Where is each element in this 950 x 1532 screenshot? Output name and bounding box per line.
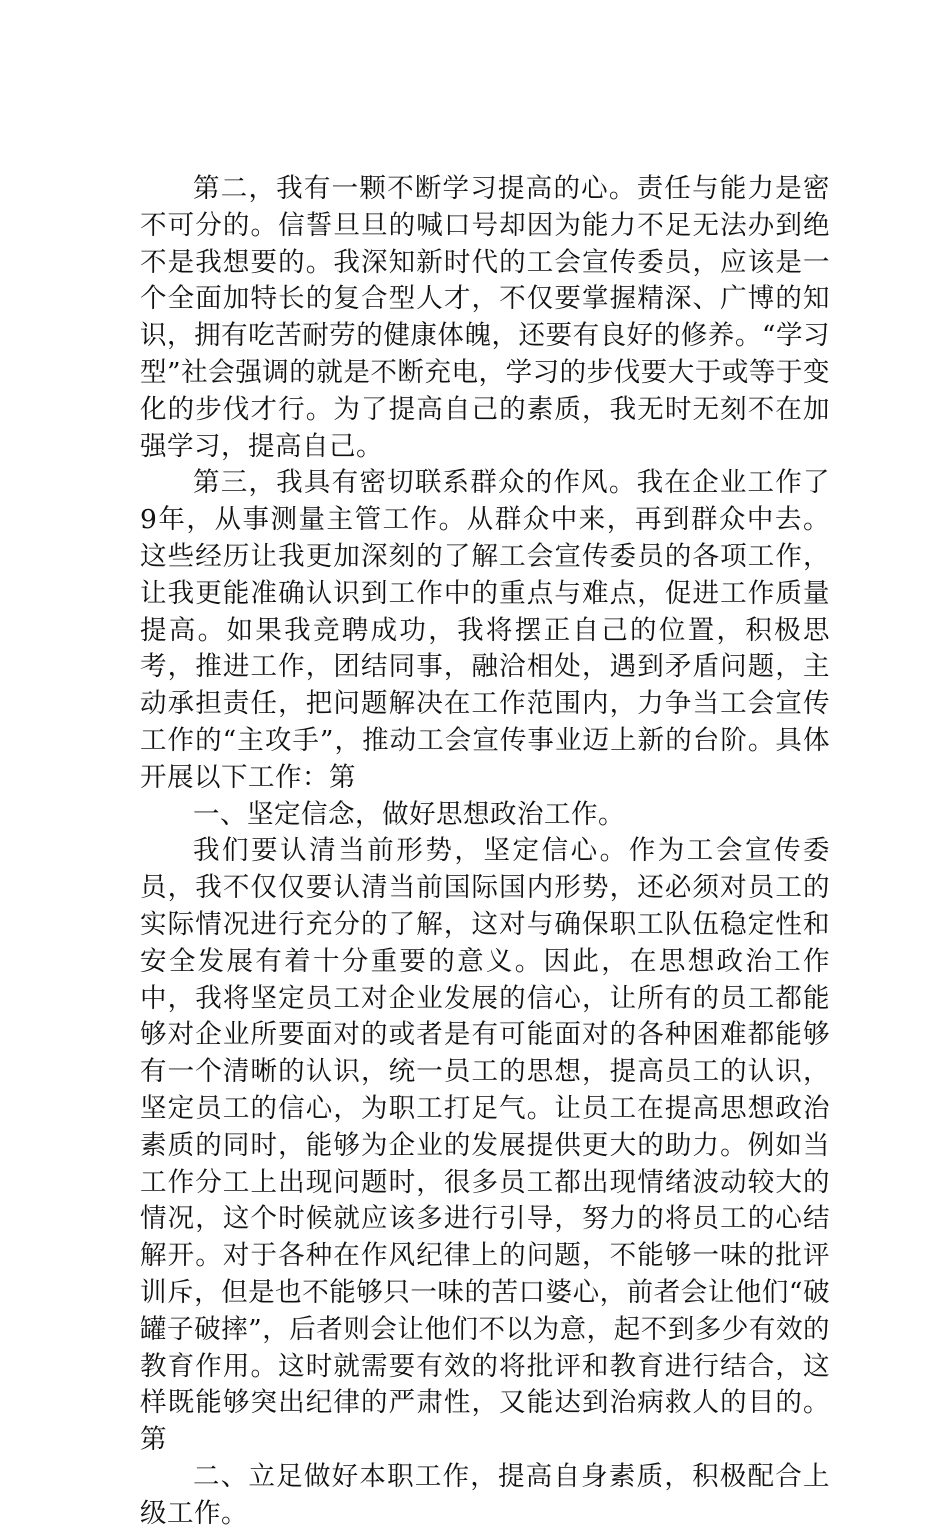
paragraph-political-work: 我们要认清当前形势，坚定信心。作为工会宣传委员，我不仅仅要认清当前国际国内形势，还必须对员工的实际情况进行充分的了解，这对与确保职工队伍稳定性和安全发展有着十分重要的意义。因此，在思想政治工作中，我将坚定员工对企业发展的信心，让所有的员工都能够对企业所要面对的或者是有可能面对的各种困难都能够有一个清晰的认识，统一员工的思想，提高员工的认识，坚定员工的信心，为职工打足气。让员工在提高思想政治素质的同时，能够为企业的发展提供更大的助力。例如当工作分工上出现问题时，很多员工都出现情绪波动较大的情况，这个时候就应该多进行引导，努力的将员工的心结解开。对于各种在作风纪律上的问题，不能够一味的批评训斥，但是也不能够只一味的苦口婆心，前者会让他们“破罐子破摔”，后者则会让他们不以为意，起不到多少有效的教育作用。这时就需要有效的将批评和教育进行结合，这样既能够突出纪律的严肃性，又能达到治病救人的目的。第: [140, 835, 830, 1456]
section-heading-two: 二、立足做好本职工作，提高自身素质，积极配合上级工作。: [140, 1460, 830, 1529]
document-body: [140, 171, 830, 1532]
paragraph-learning: 第二，我有一颗不断学习提高的心。责任与能力是密不可分的。信誓旦旦的喊口号却因为能力不足无法办到绝不是我想要的。我深知新时代的工会宣传委员，应该是一个全面加特长的复合型人才，不仅要掌握精深、广博的知识，拥有吃苦耐劳的健康体魄，还要有良好的修养。“学习型”社会强调的就是不断充电，学习的步伐要大于或等于变化的步伐才行。为了提高自己的素质，我无时无刻不在加强学习，提高自己。: [140, 173, 830, 462]
paragraph-mass-connection: 第三，我具有密切联系群众的作风。我在企业工作了9年，从事测量主管工作。从群众中来，再到群众中去。这些经历让我更加深刻的了解工会宣传委员的各项工作，让我更能准确认识到工作中的重点与难点，促进工作质量提高。如果我竞聘成功，我将摆正自己的位置，积极思考，推进工作，团结同事，融洽相处，遇到矛盾问题，主动承担责任，把问题解决在工作范围内，力争当工会宣传工作的“主攻手”，推动工会宣传事业迈上新的台阶。具体开展以下工作：第: [140, 467, 830, 793]
section-heading-one: 一、坚定信念，做好思想政治工作。: [193, 798, 625, 830]
